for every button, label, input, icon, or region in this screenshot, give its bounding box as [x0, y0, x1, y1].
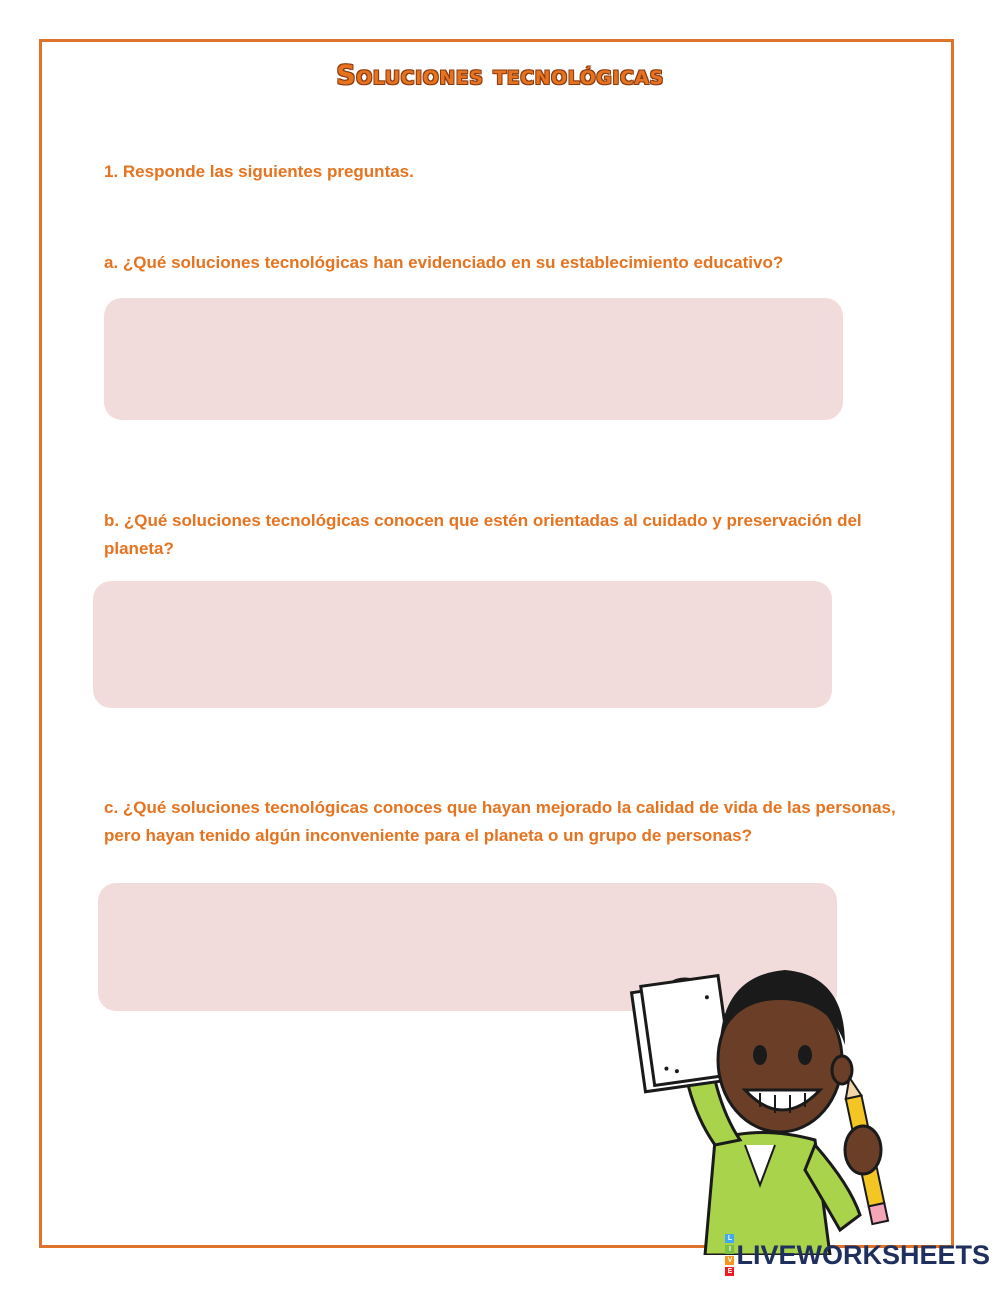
- liveworksheets-logo-text: LIVEWORKSHEETS: [736, 1239, 990, 1270]
- instruction: 1. Responde las siguientes preguntas.: [104, 162, 414, 181]
- logo-letter-v: V: [725, 1256, 734, 1265]
- question-b: b. ¿Qué soluciones tecnológicas conocen que estén orientadas al cuidado y preservación del planeta?: [104, 511, 862, 558]
- answer-box-a[interactable]: [104, 298, 843, 420]
- page-title: Soluciones tecnológicas: [336, 60, 664, 91]
- question-a: a. ¿Qué soluciones tecnológicas han evidenciado en su establecimiento educativo?: [104, 253, 784, 272]
- liveworksheets-logo-icon: [725, 1233, 734, 1277]
- logo-letter-e: E: [725, 1267, 734, 1276]
- answer-box-b[interactable]: [93, 581, 832, 708]
- logo-letter-i: I: [725, 1245, 734, 1254]
- liveworksheets-logo: [725, 1233, 990, 1277]
- question-c: c. ¿Qué soluciones tecnológicas conoces que hayan mejorado la calidad de vida de las personas, pero hayan tenido algún inconveniente para el planeta o un grupo de personas?: [104, 798, 896, 845]
- student-illustration: [620, 955, 910, 1255]
- logo-letter-l: L: [725, 1234, 734, 1243]
